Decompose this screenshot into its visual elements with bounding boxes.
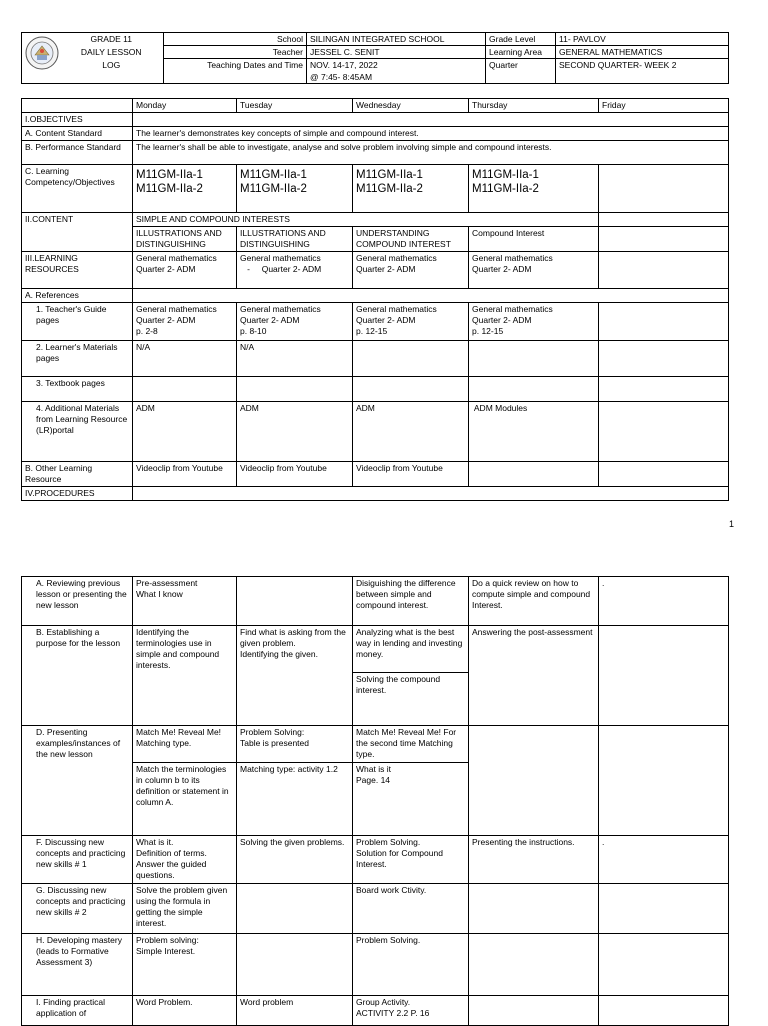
dll-table-page1 — [21, 98, 729, 501]
textbook-label: 3. Textbook pages — [22, 377, 133, 402]
subtopic-friday — [599, 227, 729, 252]
code: M11GM-IIa-2 — [136, 183, 203, 195]
tg-line: Quarter 2- ADM — [472, 315, 532, 325]
dll-line2: LOG — [60, 59, 164, 84]
day-wednesday: Wednesday — [353, 99, 469, 113]
tg-line: p. 12-15 — [356, 326, 388, 336]
tg-line: p. 2-8 — [136, 326, 158, 336]
resource-line: Quarter 2- ADM — [136, 264, 196, 274]
deped-seal-cell — [22, 33, 60, 84]
tg-wednesday — [353, 303, 469, 341]
tb-wednesday — [353, 377, 469, 402]
tb-monday — [133, 377, 237, 402]
lm-wednesday — [353, 341, 469, 377]
resources-monday — [133, 252, 237, 289]
competency-thursday — [469, 165, 599, 213]
tb-tuesday — [237, 377, 353, 402]
learning-area-label: Learning Area — [486, 46, 556, 59]
resources-thursday — [469, 252, 599, 289]
dates-value-2: @ 7:45- 8:45AM — [310, 72, 373, 82]
learners-materials-label: 2. Learner's Materials pages — [22, 341, 133, 377]
proc-f-tuesday: Solving the given problems. — [237, 836, 353, 884]
subtopic-tuesday: ILLUSTRATIONS AND DISTINGUISHING — [237, 227, 353, 252]
proc-g-wednesday: Board work Ctivity. — [353, 884, 469, 934]
teacher-value: JESSEL C. SENIT — [307, 46, 486, 59]
teacher-label: Teacher — [164, 46, 307, 59]
proc-a-label: A. Reviewing previous lesson or presenting the new lesson — [22, 577, 133, 626]
resource-line: Quarter 2- ADM — [356, 264, 416, 274]
resources-friday — [599, 252, 729, 289]
tg-line: General mathematics — [240, 304, 321, 314]
tg-line: General mathematics — [136, 304, 217, 314]
proc-i-label: I. Finding practical application of — [22, 996, 133, 1026]
additional-materials-label: 4. Additional Materials from Learning Resource (LR)portal — [22, 402, 133, 462]
resource-line: General mathematics — [136, 253, 217, 263]
proc-b-wednesday-bottom: Solving the compound interest. — [353, 672, 468, 697]
code: M11GM-IIa-1 — [136, 169, 203, 181]
competency-friday — [599, 165, 729, 213]
references-blank — [133, 289, 729, 303]
resource-line: - Quarter 2- ADM — [240, 264, 322, 274]
other-resources-label: B. Other Learning Resource — [22, 462, 133, 487]
tb-friday — [599, 377, 729, 402]
procedures-label: IV.PROCEDURES — [22, 487, 133, 501]
performance-standard-value: The learner's shall be able to investigate, analyse and solve problem involving simple and compound interests. — [133, 141, 729, 165]
am-friday — [599, 402, 729, 462]
references-label: A. References — [22, 289, 133, 303]
tg-line: Quarter 2- ADM — [136, 315, 196, 325]
tg-line: p. 8-10 — [240, 326, 267, 336]
deped-seal-icon — [25, 36, 59, 70]
tg-line: p. 12-15 — [472, 326, 504, 336]
proc-b-wednesday — [353, 626, 469, 726]
proc-b-label: B. Establishing a purpose for the lesson — [22, 626, 133, 726]
content-standard-label: A. Content Standard — [22, 127, 133, 141]
proc-i-friday — [599, 996, 729, 1026]
dates-value-1: NOV. 14-17, 2022 — [310, 60, 378, 70]
proc-d-monday-bottom: Match the terminologies in column b to its definition or statement in column A. — [133, 763, 237, 836]
other-thursday — [469, 462, 599, 487]
header-table — [21, 32, 729, 84]
proc-h-tuesday — [237, 934, 353, 996]
proc-d-wednesday-bottom: What is it Page. 14 — [353, 763, 469, 836]
proc-f-monday: What is it. Definition of terms. Answer the guided questions. — [133, 836, 237, 884]
proc-h-monday: Problem solving: Simple Interest. — [133, 934, 237, 996]
school-value: SILINGAN INTEGRATED SCHOOL — [307, 33, 486, 46]
resources-label: III.LEARNING RESOURCES — [22, 252, 133, 289]
proc-d-wednesday-top: Match Me! Reveal Me! For the second time Matching type. — [353, 726, 469, 763]
grade-level-label: Grade Level — [486, 33, 556, 46]
proc-b-tuesday: Find what is asking from the given problem. Identifying the given. — [237, 626, 353, 726]
tg-friday — [599, 303, 729, 341]
code: M11GM-IIa-2 — [356, 183, 423, 195]
lm-friday — [599, 341, 729, 377]
proc-h-wednesday: Problem Solving. — [353, 934, 469, 996]
tg-monday — [133, 303, 237, 341]
other-wednesday: Videoclip from Youtube — [353, 462, 469, 487]
page-number: 1 — [729, 519, 735, 529]
lm-thursday — [469, 341, 599, 377]
resource-line: General mathematics — [472, 253, 553, 263]
subtopic-thursday: Compound Interest — [469, 227, 599, 252]
proc-i-wednesday: Group Activity. ACTIVITY 2.2 P. 16 — [353, 996, 469, 1026]
resources-wednesday — [353, 252, 469, 289]
procedures-blank — [133, 487, 729, 501]
dll-line1: DAILY LESSON — [80, 46, 142, 57]
learning-area-value: GENERAL MATHEMATICS — [556, 46, 729, 59]
proc-g-thursday — [469, 884, 599, 934]
day-thursday: Thursday — [469, 99, 599, 113]
am-monday: ADM — [133, 402, 237, 462]
competency-wednesday — [353, 165, 469, 213]
proc-d-tuesday-top: Problem Solving: Table is presented — [237, 726, 353, 763]
blank-header-cell — [22, 99, 133, 113]
proc-a-monday: Pre-assessment What I know — [133, 577, 237, 626]
competency-label: C. Learning Competency/Objectives — [22, 165, 133, 213]
code: M11GM-IIa-1 — [472, 169, 539, 181]
proc-i-thursday — [469, 996, 599, 1026]
proc-a-thursday: Do a quick review on how to compute simple and compound Interest. — [469, 577, 599, 626]
objectives-blank — [133, 113, 729, 127]
resource-line: Quarter 2- ADM — [472, 264, 532, 274]
subtopic-wednesday: UNDERSTANDING COMPOUND INTEREST — [353, 227, 469, 252]
proc-b-friday — [599, 626, 729, 726]
proc-g-monday: Solve the problem given using the formula in getting the simple interest. — [133, 884, 237, 934]
code: M11GM-IIa-1 — [240, 169, 307, 181]
proc-b-monday: Identifying the terminologies use in simple and compound interests. — [133, 626, 237, 726]
subtopic-monday: ILLUSTRATIONS AND DISTINGUISHING — [133, 227, 237, 252]
proc-f-thursday: Presenting the instructions. — [469, 836, 599, 884]
proc-a-wednesday: Disiguishing the difference between simple and compound interest. — [353, 577, 469, 626]
tg-line: General mathematics — [356, 304, 437, 314]
quarter-label: Quarter — [486, 59, 556, 84]
tg-line: Quarter 2- ADM — [356, 315, 416, 325]
quarter-value: SECOND QUARTER- WEEK 2 — [556, 59, 729, 84]
code: M11GM-IIa-2 — [472, 183, 539, 195]
resources-tuesday — [237, 252, 353, 289]
proc-g-friday — [599, 884, 729, 934]
proc-d-tuesday-bottom: Matching type: activity 1.2 — [237, 763, 353, 836]
proc-i-tuesday: Word problem — [237, 996, 353, 1026]
proc-h-friday — [599, 934, 729, 996]
code: M11GM-IIa-2 — [240, 183, 307, 195]
day-tuesday: Tuesday — [237, 99, 353, 113]
content-topic: SIMPLE AND COMPOUND INTERESTS — [133, 213, 599, 227]
grade-line: GRADE 11 — [60, 33, 164, 46]
proc-b-thursday: Answering the post-assessment — [469, 626, 599, 726]
tg-line: Quarter 2- ADM — [240, 315, 300, 325]
other-friday — [599, 462, 729, 487]
day-monday: Monday — [133, 99, 237, 113]
performance-standard-label: B. Performance Standard — [22, 141, 133, 165]
dll-table-page2 — [21, 576, 729, 1026]
tb-thursday — [469, 377, 599, 402]
proc-f-wednesday: Problem Solving. Solution for Compound Interest. — [353, 836, 469, 884]
am-wednesday: ADM — [353, 402, 469, 462]
am-thursday: ADM Modules — [469, 402, 599, 462]
proc-f-friday: . — [599, 836, 729, 884]
content-topic-friday — [599, 213, 729, 227]
proc-h-label: H. Developing mastery (leads to Formative Assessment 3) — [22, 934, 133, 996]
code: M11GM-IIa-1 — [356, 169, 423, 181]
dates-value — [307, 59, 486, 84]
resource-line: General mathematics — [356, 253, 437, 263]
competency-tuesday — [237, 165, 353, 213]
proc-b-wednesday-top: Analyzing what is the best way in lending and investing money. — [356, 627, 463, 659]
proc-d-thursday — [469, 726, 599, 836]
am-tuesday: ADM — [237, 402, 353, 462]
resource-line: General mathematics — [240, 253, 321, 263]
content-standard-value: The learner's demonstrates key concepts of simple and compound interest. — [133, 127, 729, 141]
proc-a-friday: . — [599, 577, 729, 626]
grade-level-value: 11- PAVLOV — [556, 33, 729, 46]
proc-d-monday-top: Match Me! Reveal Me! Matching type. — [133, 726, 237, 763]
proc-f-label: F. Discussing new concepts and practicing new skills # 1 — [22, 836, 133, 884]
objectives-label: I.OBJECTIVES — [22, 113, 133, 127]
content-label: II.CONTENT — [22, 213, 133, 252]
proc-i-monday: Word Problem. — [133, 996, 237, 1026]
other-tuesday: Videoclip from Youtube — [237, 462, 353, 487]
tg-thursday — [469, 303, 599, 341]
proc-g-tuesday — [237, 884, 353, 934]
dates-label: Teaching Dates and Time — [164, 59, 307, 84]
proc-g-label: G. Discussing new concepts and practicing new skills # 2 — [22, 884, 133, 934]
lm-monday: N/A — [133, 341, 237, 377]
proc-a-tuesday — [237, 577, 353, 626]
teachers-guide-label: 1. Teacher's Guide pages — [22, 303, 133, 341]
proc-d-label: D. Presenting examples/instances of the new lesson — [22, 726, 133, 836]
school-label: School — [164, 33, 307, 46]
proc-h-thursday — [469, 934, 599, 996]
competency-monday — [133, 165, 237, 213]
proc-d-friday — [599, 726, 729, 836]
lm-tuesday: N/A — [237, 341, 353, 377]
tg-line: General mathematics — [472, 304, 553, 314]
day-friday: Friday — [599, 99, 729, 113]
tg-tuesday — [237, 303, 353, 341]
other-monday: Videoclip from Youtube — [133, 462, 237, 487]
